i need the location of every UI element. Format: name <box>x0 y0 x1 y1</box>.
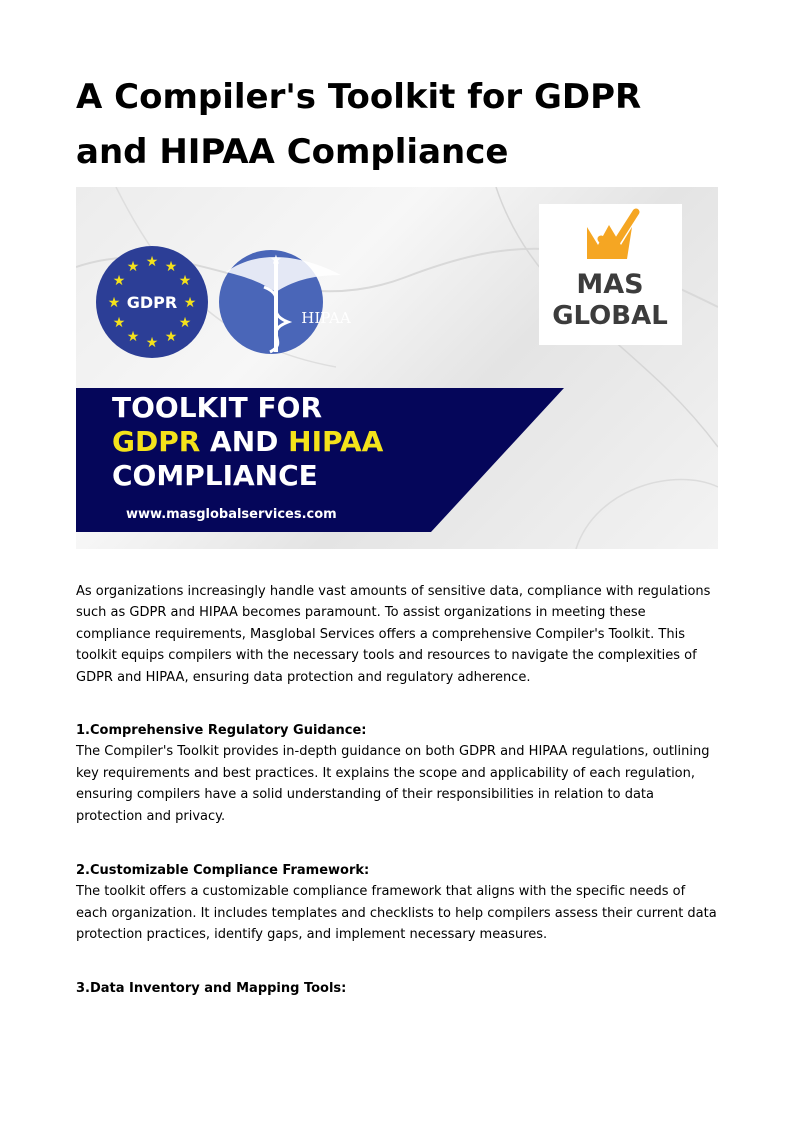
banner-url: www.masglobalservices.com <box>126 507 337 522</box>
section-3 <box>76 978 718 999</box>
section-1 <box>76 720 718 827</box>
section-heading: 2.Customizable Compliance Framework: <box>76 863 370 878</box>
svg-text:★: ★ <box>126 329 140 345</box>
banner-line1: TOOLKIT FOR <box>112 391 322 424</box>
intro-paragraph: As organizations increasingly handle vast amounts of sensitive data, compliance with regulations such as GDPR and HIPAA becomes paramount. To assist organizations in meeting these compliance requirements, Masglobal Services offers a comprehensive Compiler's Toolkit. This toolkit equips compilers with the necessary tools and resources to navigate the complexities of GDPR and HIPAA, ensuring data protection and regulatory adherence. <box>76 584 711 685</box>
star-icon: ★ <box>270 253 282 268</box>
section-heading: 1.Comprehensive Regulatory Guidance: <box>76 723 367 738</box>
svg-text:★: ★ <box>126 259 140 275</box>
section-text: The toolkit offers a customizable compliance framework that aligns with the specific needs of each organization. It includes templates and checklists to help compilers assess their current data protection practices, identify gaps, and implement necessary measures. <box>76 884 717 943</box>
svg-text:★: ★ <box>145 335 159 351</box>
mas-logo-line2: GLOBAL <box>552 301 668 331</box>
hero-image <box>76 187 718 549</box>
section-text: The Compiler's Toolkit provides in-depth guidance on both GDPR and HIPAA regulations, outlining key requirements and best practices. It explains the scope and applicability of each regulation, ensuring compilers have a solid understanding of their responsibilities in relation to data protection and privacy. <box>76 744 710 824</box>
hipaa-logo-label: HIPAA <box>301 309 351 327</box>
banner-and: AND <box>200 425 289 458</box>
banner-hipaa: HIPAA <box>288 425 384 458</box>
svg-text:★: ★ <box>164 329 178 345</box>
mas-logo-line1: MAS <box>576 269 644 300</box>
hipaa-logo <box>219 250 351 354</box>
gdpr-badge-label: GDPR <box>126 293 178 312</box>
svg-text:★: ★ <box>178 273 192 289</box>
svg-text:★: ★ <box>112 273 126 289</box>
svg-text:★: ★ <box>183 295 197 311</box>
banner-gdpr: GDPR <box>112 425 201 458</box>
svg-text:★: ★ <box>178 315 192 331</box>
svg-text:★: ★ <box>164 259 178 275</box>
banner-line3: COMPLIANCE <box>112 459 318 492</box>
svg-text:★: ★ <box>145 254 159 270</box>
svg-text:★: ★ <box>107 295 121 311</box>
gdpr-badge <box>96 246 208 358</box>
section-heading: 3.Data Inventory and Mapping Tools: <box>76 981 347 996</box>
banner-line2 <box>112 425 384 458</box>
section-2 <box>76 860 718 946</box>
page-title: A Compiler's Toolkit for GDPR and HIPAA Compliance <box>76 77 642 172</box>
svg-text:★: ★ <box>112 315 126 331</box>
mas-global-logo <box>539 204 682 345</box>
